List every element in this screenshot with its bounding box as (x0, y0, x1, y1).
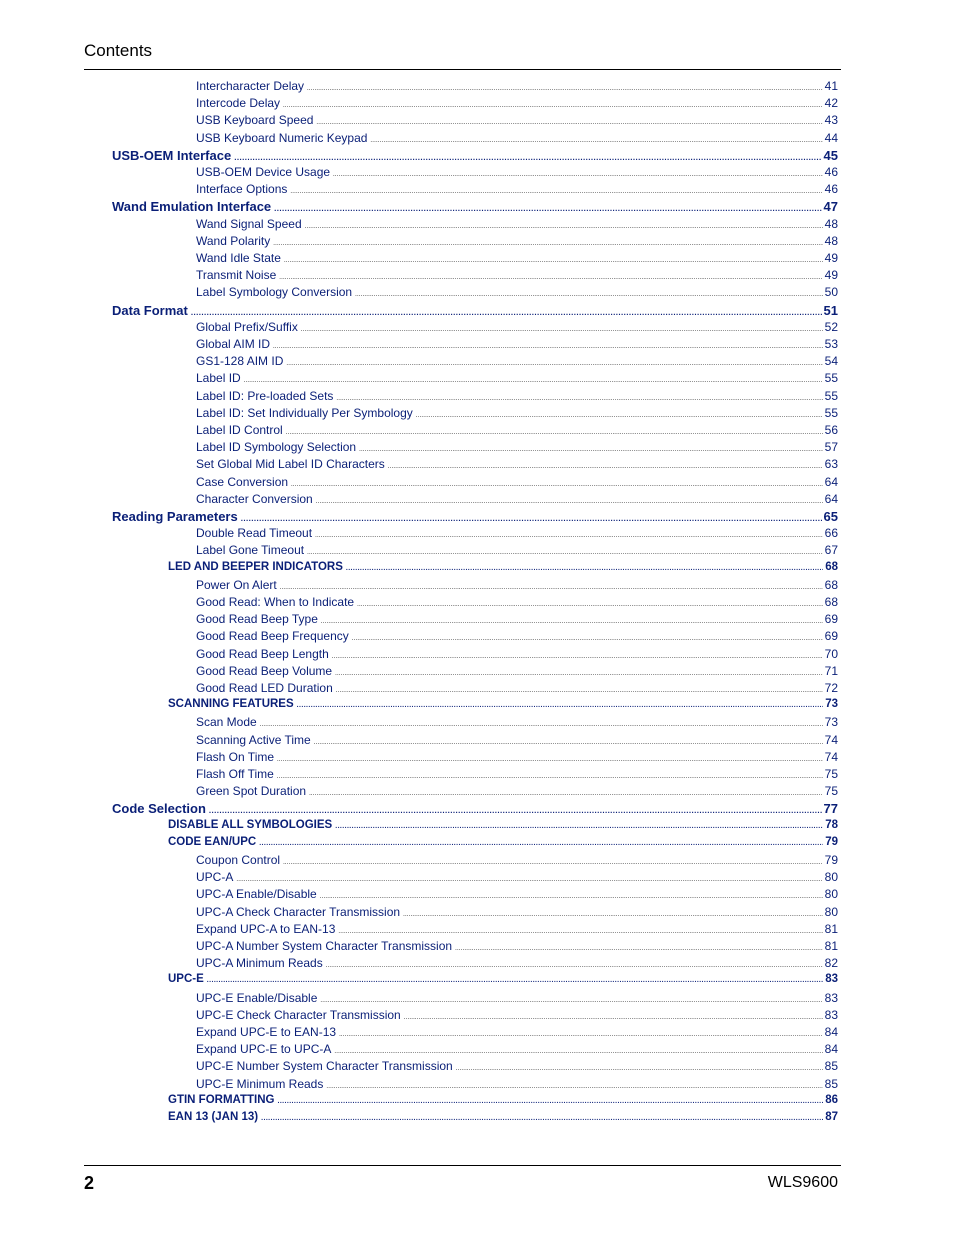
toc-entry-page: 65 (823, 509, 838, 524)
toc-entry-page: 83 (824, 990, 838, 1005)
toc-topic-entry[interactable] (196, 733, 838, 750)
toc-entry-label: Label Symbology Conversion (196, 285, 353, 300)
toc-dot-leader (321, 617, 823, 627)
toc-entry-label: EAN 13 (JAN 13) (168, 1111, 259, 1123)
toc-entry-label: UPC-E Enable/Disable (196, 990, 318, 1005)
page-number: 2 (84, 1173, 95, 1193)
toc-entry-page: 86 (825, 1093, 838, 1106)
toc-topic-entry[interactable] (196, 492, 838, 509)
toc-section-entry[interactable] (168, 836, 838, 853)
toc-dot-leader (259, 839, 823, 849)
toc-entry-page: 55 (824, 405, 838, 420)
toc-dot-leader (359, 445, 823, 455)
toc-dot-leader (297, 701, 824, 711)
toc-dot-leader (273, 342, 823, 352)
toc-entry-page: 81 (824, 939, 838, 953)
toc-dot-leader (320, 892, 823, 902)
toc-topic-entry[interactable] (196, 543, 838, 560)
toc-entry-page: 51 (823, 302, 838, 318)
toc-entry-label: Expand UPC-E to EAN-13 (196, 1025, 337, 1039)
toc-entry-label: UPC-E Check Character Transmission (196, 1007, 401, 1022)
toc-entry-page: 44 (824, 130, 838, 145)
toc-entry-page: 85 (824, 1059, 838, 1074)
toc-entry-page: 57 (824, 440, 838, 455)
toc-chapter-entry[interactable] (112, 509, 838, 526)
toc-dot-leader (277, 772, 823, 782)
toc-entry-page: 79 (825, 835, 838, 848)
toc-entry-label: GTIN FORMATTING (168, 1093, 275, 1106)
toc-topic-entry[interactable] (196, 217, 838, 234)
toc-entry-label: Case Conversion (196, 474, 289, 489)
toc-entry-label: Good Read LED Duration (196, 681, 333, 695)
toc-chapter-entry[interactable] (112, 303, 838, 320)
toc-entry-label: Flash Off Time (196, 767, 274, 781)
toc-entry-label: Scanning Active Time (196, 732, 311, 747)
toc-chapter-entry[interactable] (112, 801, 838, 818)
toc-entry-page: 69 (824, 612, 838, 627)
toc-dot-leader (236, 875, 822, 885)
toc-topic-entry[interactable] (196, 905, 838, 922)
toc-entry-page: 73 (824, 715, 838, 730)
toc-topic-entry[interactable] (196, 96, 838, 113)
toc-entry-page: 71 (824, 663, 838, 678)
toc-entry-label: LED AND BEEPER INDICATORS (168, 560, 343, 573)
toc-topic-entry[interactable] (196, 853, 838, 870)
toc-dot-leader (286, 359, 822, 369)
toc-entry-label: Label ID: Set Individually Per Symbology (196, 405, 413, 420)
toc-entry-label: UPC-E Number System Character Transmission (196, 1059, 453, 1074)
toc-entry-page: 75 (824, 767, 838, 781)
toc-entry-page: 45 (823, 147, 838, 163)
toc-entry-page: 63 (824, 457, 838, 472)
toc-entry-label: UPC-A Check Character Transmission (196, 904, 401, 919)
toc-dot-leader (284, 256, 823, 266)
toc-dot-leader (277, 755, 823, 765)
toc-entry-label: Intercode Delay (196, 96, 281, 111)
toc-entry-label: Label ID (196, 371, 241, 386)
toc-entry-label: UPC-A Enable/Disable (196, 887, 317, 902)
toc-dot-leader (388, 462, 823, 472)
toc-entry-label: Global Prefix/Suffix (196, 319, 298, 334)
toc-entry-page: 46 (824, 165, 838, 179)
toc-dot-leader (274, 204, 821, 214)
toc-entry-page: 42 (824, 96, 838, 111)
toc-dot-leader (273, 239, 822, 249)
toc-entry-page: 68 (824, 577, 838, 592)
toc-topic-entry[interactable] (196, 423, 838, 440)
toc-entry-label: Power On Alert (196, 577, 277, 592)
toc-entry-label: USB-OEM Interface (112, 147, 232, 163)
toc-entry-label: USB Keyboard Numeric Keypad (196, 130, 368, 145)
toc-dot-leader (307, 548, 823, 558)
toc-dot-leader (326, 961, 823, 971)
toc-entry-label: Wand Signal Speed (196, 216, 302, 231)
toc-entry-page: 64 (824, 474, 838, 489)
toc-dot-leader (338, 927, 822, 937)
toc-topic-entry[interactable] (196, 354, 838, 371)
toc-topic-entry[interactable] (196, 1077, 838, 1094)
toc-topic-entry[interactable] (196, 956, 838, 973)
toc-entry-page: 80 (824, 904, 838, 919)
toc-dot-leader (314, 738, 823, 748)
toc-topic-entry[interactable] (196, 268, 838, 285)
toc-entry-label: Scan Mode (196, 715, 257, 730)
toc-topic-entry[interactable] (196, 457, 838, 474)
toc-topic-entry[interactable] (196, 251, 838, 268)
toc-topic-entry[interactable] (196, 647, 838, 664)
toc-entry-label: Set Global Mid Label ID Characters (196, 457, 385, 472)
toc-dot-leader (335, 822, 823, 832)
toc-entry-page: 78 (825, 818, 838, 831)
toc-entry-label: Reading Parameters (112, 509, 238, 524)
toc-topic-entry[interactable] (196, 629, 838, 646)
toc-entry-label: Label ID: Pre-loaded Sets (196, 388, 334, 403)
page-title: Contents (84, 41, 153, 60)
toc-entry-label: Wand Emulation Interface (112, 199, 272, 215)
toc-dot-leader (305, 222, 823, 232)
toc-dot-leader (241, 514, 822, 524)
toc-dot-leader (286, 428, 823, 438)
toc-entry-label: UPC-A Minimum Reads (196, 956, 323, 971)
toc-section-entry[interactable] (168, 973, 838, 990)
toc-entry-page: 41 (824, 79, 838, 93)
toc-dot-leader (261, 1114, 823, 1124)
toc-entry-label: Transmit Noise (196, 268, 277, 283)
toc-entry-page: 48 (824, 216, 838, 231)
toc-dot-leader (260, 720, 823, 730)
toc-entry-page: 50 (824, 285, 838, 300)
toc-dot-leader (291, 480, 823, 490)
toc-topic-entry[interactable] (196, 681, 838, 698)
toc-topic-entry[interactable] (196, 870, 838, 887)
toc-entry-page: 49 (824, 251, 838, 265)
toc-entry-page: 77 (823, 801, 838, 817)
toc-dot-leader (355, 290, 823, 300)
toc-dot-leader (191, 308, 822, 318)
toc-dot-leader (315, 531, 823, 541)
toc-entry-label: DISABLE ALL SYMBOLOGIES (168, 818, 333, 831)
toc-topic-entry[interactable] (196, 887, 838, 904)
toc-entry-label: Expand UPC-A to EAN-13 (196, 921, 336, 936)
toc-entry-label: USB Keyboard Speed (196, 113, 314, 128)
toc-topic-entry[interactable] (196, 1025, 838, 1042)
toc-entry-page: 70 (824, 646, 838, 661)
toc-dot-leader (404, 1013, 823, 1023)
toc-entry-label: UPC-E Minimum Reads (196, 1076, 324, 1091)
toc-entry-page: 81 (824, 921, 838, 936)
toc-entry-page: 43 (824, 113, 838, 128)
toc-entry-page: 67 (824, 543, 838, 558)
toc-entry-page: 56 (824, 423, 838, 437)
toc-topic-entry[interactable] (196, 182, 838, 199)
toc-entry-label: Interface Options (196, 182, 288, 197)
toc-entry-label: Good Read Beep Length (196, 646, 329, 661)
toc-entry-label: CODE EAN/UPC (168, 835, 257, 848)
toc-dot-leader (456, 1064, 823, 1074)
toc-dot-leader (335, 669, 823, 679)
toc-entry-label: SCANNING FEATURES (168, 698, 294, 711)
toc-entry-page: 74 (824, 749, 838, 764)
toc-entry-page: 48 (824, 233, 838, 248)
toc-dot-leader (309, 789, 823, 799)
toc-topic-entry[interactable] (196, 991, 838, 1008)
toc-entry-label: Code Selection (112, 801, 206, 817)
toc-topic-entry[interactable] (196, 595, 838, 612)
toc-chapter-entry[interactable] (112, 148, 838, 165)
toc-topic-entry[interactable] (196, 131, 838, 148)
toc-entry-page: 69 (824, 629, 838, 644)
toc-topic-entry[interactable] (196, 1008, 838, 1025)
toc-entry-label: Double Read Timeout (196, 526, 313, 541)
toc-dot-leader (336, 394, 822, 404)
toc-topic-entry[interactable] (196, 750, 838, 767)
toc-dot-leader (326, 1082, 822, 1092)
toc-dot-leader (370, 136, 822, 146)
toc-entry-label: USB-OEM Device Usage (196, 165, 331, 179)
toc-entry-label: Intercharacter Delay (196, 79, 305, 93)
toc-entry-page: 79 (824, 853, 838, 867)
toc-entry-page: 47 (823, 199, 838, 215)
toc-dot-leader (283, 101, 823, 111)
toc-dot-leader (279, 273, 822, 283)
toc-entry-page: 80 (824, 887, 838, 902)
toc-dot-leader (320, 996, 822, 1006)
toc-entry-page: 54 (824, 354, 838, 369)
toc-topic-entry[interactable] (196, 285, 838, 302)
toc-dot-leader (207, 976, 823, 986)
toc-topic-entry[interactable] (196, 1042, 838, 1059)
toc-entry-page: 84 (824, 1042, 838, 1057)
toc-dot-leader (283, 858, 823, 868)
toc-topic-entry[interactable] (196, 79, 838, 96)
toc-section-entry[interactable] (168, 819, 838, 836)
toc-topic-entry[interactable] (196, 664, 838, 681)
toc-entry-page: 49 (824, 268, 838, 283)
toc-dot-leader (332, 652, 823, 662)
toc-topic-entry[interactable] (196, 526, 838, 543)
toc-entry-label: Wand Idle State (196, 251, 281, 265)
toc-topic-entry[interactable] (196, 234, 838, 251)
toc-entry-label: Good Read: When to Indicate (196, 595, 355, 609)
toc-dot-leader (244, 376, 823, 386)
header-rule (84, 69, 841, 70)
toc-entry-page: 55 (824, 371, 838, 386)
toc-dot-leader (280, 583, 823, 593)
toc-dot-leader (455, 944, 823, 954)
toc-entry-label: UPC-A (196, 870, 234, 885)
toc-dot-leader (234, 153, 821, 163)
toc-entry-page: 82 (824, 956, 838, 971)
toc-entry-page: 46 (824, 182, 838, 197)
toc-dot-leader (416, 411, 823, 421)
toc-entry-page: 55 (824, 388, 838, 403)
toc-entry-page: 85 (824, 1076, 838, 1091)
toc-dot-leader (277, 1097, 823, 1107)
toc-entry-page: 64 (824, 491, 838, 506)
toc-entry-label: Label ID Symbology Selection (196, 440, 357, 455)
toc-section-entry[interactable] (168, 1094, 838, 1111)
toc-dot-leader (209, 806, 822, 816)
toc-dot-leader (307, 84, 823, 94)
toc-entry-label: Data Format (112, 302, 188, 318)
toc-entry-label: Good Read Beep Volume (196, 663, 333, 678)
toc-topic-entry[interactable] (196, 784, 838, 801)
toc-topic-entry[interactable] (196, 612, 838, 629)
product-model: WLS9600 (767, 1174, 838, 1191)
toc-topic-entry[interactable] (196, 715, 838, 732)
toc-topic-entry[interactable] (196, 371, 838, 388)
toc-dot-leader (316, 497, 823, 507)
toc-entry-page: 74 (824, 732, 838, 747)
toc-topic-entry[interactable] (196, 939, 838, 956)
toc-dot-leader (352, 634, 823, 644)
toc-entry-page: 52 (824, 319, 838, 334)
footer-rule (84, 1165, 841, 1166)
toc-entry-page: 83 (825, 973, 838, 986)
toc-topic-entry[interactable] (196, 406, 838, 423)
toc-topic-entry[interactable] (196, 320, 838, 337)
toc-entry-label: Green Spot Duration (196, 784, 307, 799)
toc-dot-leader (334, 1047, 822, 1057)
toc-entry-page: 83 (824, 1007, 838, 1022)
toc-entry-label: Good Read Beep Type (196, 612, 318, 627)
toc-entry-page: 84 (824, 1025, 838, 1039)
toc-entry-label: Good Read Beep Frequency (196, 629, 349, 644)
toc-topic-entry[interactable] (196, 440, 838, 457)
toc-dot-leader (290, 187, 822, 197)
toc-chapter-entry[interactable] (112, 199, 838, 216)
toc-section-entry[interactable] (168, 561, 838, 578)
toc-entry-page: 66 (824, 526, 838, 541)
toc-dot-leader (333, 170, 823, 180)
toc-entry-label: UPC-A Number System Character Transmission (196, 939, 453, 953)
toc-entry-label: GS1-128 AIM ID (196, 354, 284, 369)
toc-dot-leader (339, 1030, 823, 1040)
toc-topic-entry[interactable] (196, 767, 838, 784)
toc-entry-page: 68 (825, 560, 838, 573)
toc-dot-leader (403, 910, 823, 920)
toc-entry-label: Label ID Control (196, 423, 283, 437)
toc-entry-label: Wand Polarity (196, 233, 271, 248)
toc-entry-label: Global AIM ID (196, 337, 271, 351)
toc-entry-page: 80 (824, 870, 838, 885)
toc-dot-leader (346, 564, 823, 574)
toc-entry-label: UPC-E (168, 973, 204, 986)
toc-section-entry[interactable] (168, 1111, 838, 1128)
toc-topic-entry[interactable] (196, 165, 838, 182)
toc-entry-page: 53 (824, 337, 838, 351)
toc-topic-entry[interactable] (196, 475, 838, 492)
toc-entry-label: Label Gone Timeout (196, 543, 305, 558)
toc-entry-page: 87 (825, 1111, 838, 1123)
toc-entry-label: Expand UPC-E to UPC-A (196, 1042, 332, 1057)
toc-topic-entry[interactable] (196, 1059, 838, 1076)
toc-topic-entry[interactable] (196, 113, 838, 130)
toc-entry-page: 75 (824, 784, 838, 799)
toc-entry-page: 68 (824, 595, 838, 609)
toc-entry-label: Flash On Time (196, 749, 275, 764)
toc-entry-page: 73 (825, 698, 838, 711)
toc-entry-page: 72 (824, 681, 838, 695)
toc-topic-entry[interactable] (196, 389, 838, 406)
toc-entry-label: Coupon Control (196, 853, 281, 867)
toc-entry-label: Character Conversion (196, 491, 313, 506)
toc-topic-entry[interactable] (196, 337, 838, 354)
toc-topic-entry[interactable] (196, 578, 838, 595)
toc-dot-leader (357, 600, 823, 610)
toc-dot-leader (301, 325, 823, 335)
toc-dot-leader (336, 686, 823, 696)
toc-section-entry[interactable] (168, 698, 838, 715)
toc-topic-entry[interactable] (196, 922, 838, 939)
toc-dot-leader (316, 118, 822, 128)
